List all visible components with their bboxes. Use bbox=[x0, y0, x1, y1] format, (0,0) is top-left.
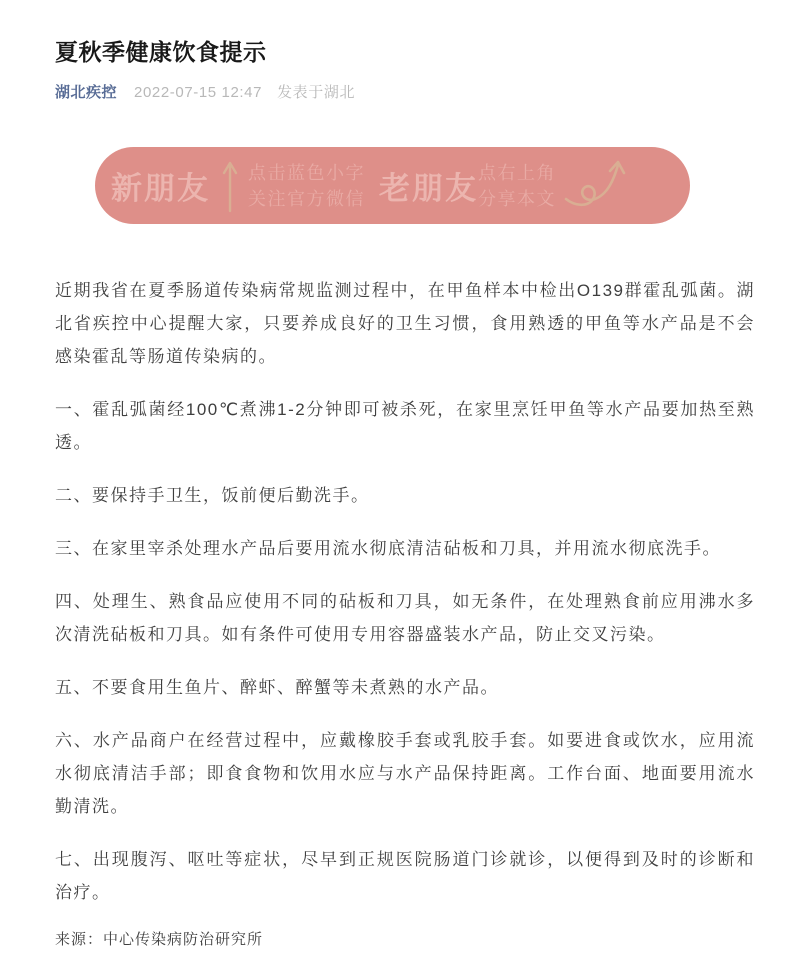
new-friends-hint-line1: 点击蓝色小字 bbox=[248, 162, 365, 183]
paragraph-item-4: 四、处理生、熟食品应使用不同的砧板和刀具，如无条件，在处理熟食前应用沸水多次清洗砧板和刀具。如有条件可使用专用容器盛装水产品，防止交叉污染。 bbox=[55, 592, 755, 644]
new-friends-label: 新朋友 bbox=[111, 171, 210, 206]
paragraph-intro: 近期我省在夏季肠道传染病常规监测过程中，在甲鱼样本中检出O139群霍乱弧菌。湖北省疾控中心提醒大家，只要养成良好的卫生习惯，食用熟透的甲鱼等水产品是不会感染霍乱等肠道传染病的。 bbox=[55, 281, 755, 366]
old-friends-label: 老朋友 bbox=[379, 171, 478, 206]
paragraph-item-6: 六、水产品商户在经营过程中，应戴橡胶手套或乳胶手套。如要进食或饮水，应用流水彻底清洁手部；即食食物和饮用水应与水产品保持距离。工作台面、地面要用流水勤清洗。 bbox=[55, 731, 755, 816]
old-friends-hint-line2: 分享本文 bbox=[478, 188, 556, 209]
curly-arrow-icon bbox=[560, 155, 638, 217]
source-line: 来源：中心传染病防治研究所 bbox=[55, 931, 264, 948]
paragraph-item-2: 二、要保持手卫生，饭前便后勤洗手。 bbox=[55, 486, 370, 505]
byline bbox=[55, 83, 755, 103]
old-friends-hint-line1: 点右上角 bbox=[478, 162, 556, 183]
publish-datetime: 2022-07-15 12:47 bbox=[134, 84, 263, 101]
up-arrow-icon bbox=[221, 158, 239, 214]
follow-banner[interactable] bbox=[95, 147, 690, 224]
account-link[interactable]: 湖北疾控 bbox=[55, 84, 118, 101]
old-friends-hint bbox=[478, 160, 556, 212]
paragraph-item-7: 七、出现腹泻、呕吐等症状，尽早到正规医院肠道门诊就诊，以便得到及时的诊断和治疗。 bbox=[55, 850, 755, 902]
publish-location: 发表于湖北 bbox=[277, 84, 356, 101]
page-title: 夏秋季健康饮食提示 bbox=[55, 39, 267, 65]
paragraph-item-1: 一、霍乱弧菌经100℃煮沸1-2分钟即可被杀死，在家里烹饪甲鱼等水产品要加热至熟透。 bbox=[55, 400, 755, 452]
new-friends-hint-line2: 关注官方微信 bbox=[248, 188, 365, 209]
new-friends-hint bbox=[248, 160, 365, 212]
paragraph-item-3: 三、在家里宰杀处理水产品后要用流水彻底清洁砧板和刀具，并用流水彻底洗手。 bbox=[55, 539, 721, 558]
paragraph-item-5: 五、不要食用生鱼片、醉虾、醉蟹等未煮熟的水产品。 bbox=[55, 678, 499, 697]
article-body bbox=[55, 274, 755, 909]
